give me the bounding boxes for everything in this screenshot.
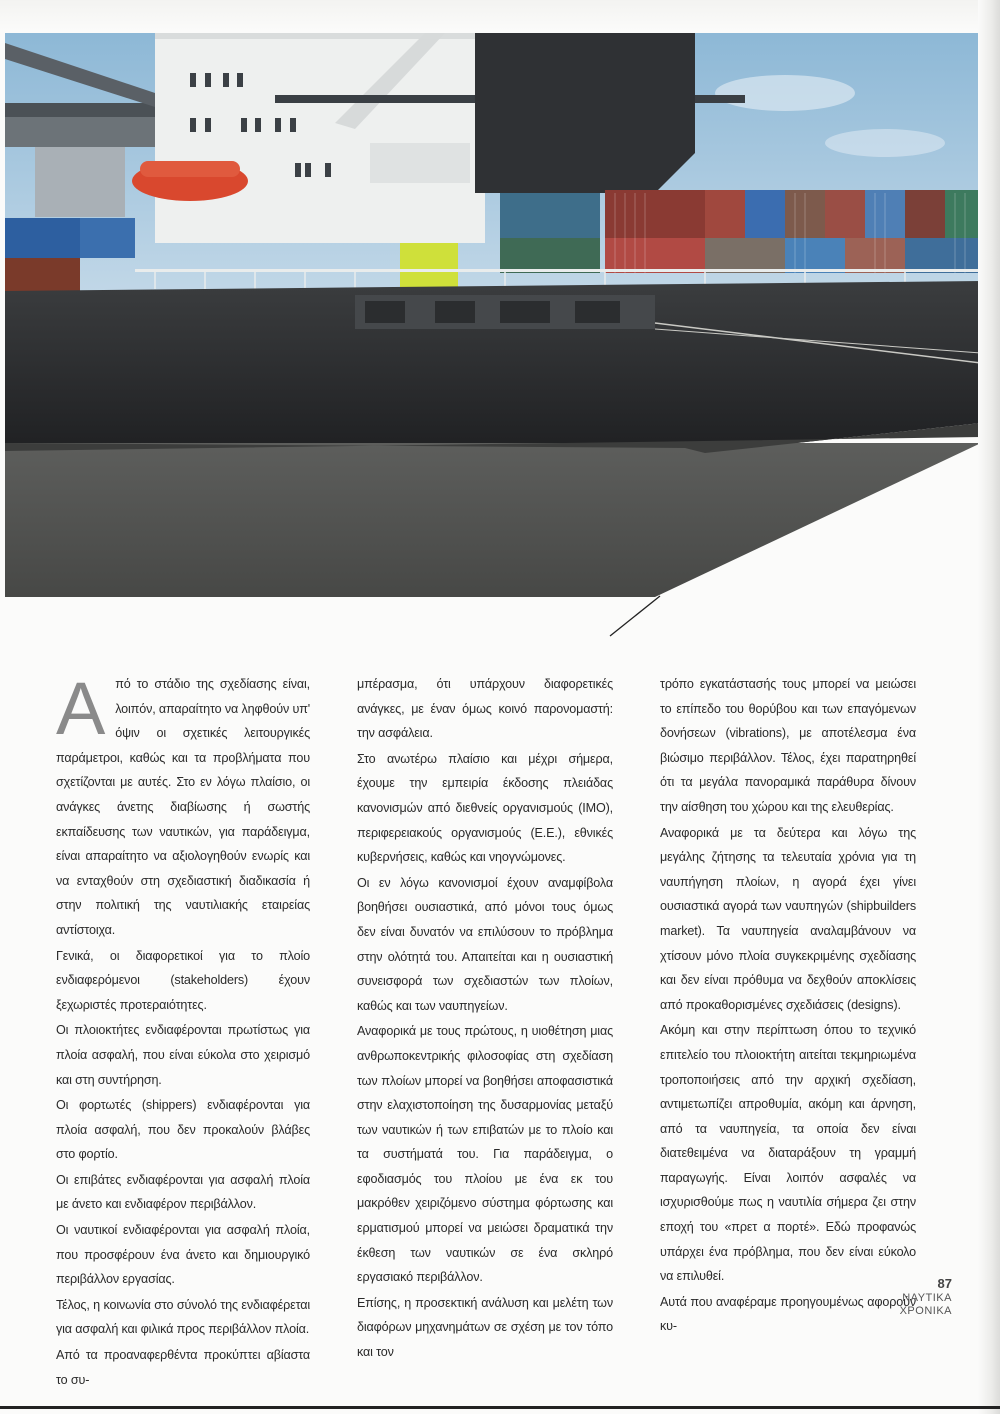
- ship-photo: [5, 33, 981, 597]
- paragraph: Οι φορτωτές (shippers) ενδιαφέρονται για πλοία ασφαλή, που δεν προκαλούν βλάβες στο φορτίο.: [56, 1098, 310, 1162]
- paragraph: Ακόμη και στην περίπτωση όπου το τεχνικό επιτελείο του πλοιοκτήτη αιτείται τεκμηριωμένα τροποποιήσεις από την αρχική σχεδίαση, αντιμετωπίζει απροθυμία, ακόμη και άρνηση, από τα ναυπηγεία, τα οποία δεν είναι διατεθειμένα να διαταράξουν τη γραμμή παραγωγής. Είναι λοιπόν ασφαλές να ισχυρισθούμε πως η ναυτιλία σήμερα ζει στην εποχή του «πρετ α πορτέ». Εδώ προφανώς υπάρχει ένα πρόβλημα, που δεν είναι εύκολο να επιλυθεί.: [660, 1023, 916, 1284]
- scan-bottom-edge: [0, 1406, 1000, 1409]
- page-number: 87: [937, 1276, 952, 1291]
- page-edge-shadow: [978, 0, 1000, 1414]
- page-footer: [900, 1276, 952, 1318]
- paragraph: Επίσης, η προσεκτική ανάλυση και μελέτη των διαφόρων μηχανημάτων σε σχέση με τον τόπο και τον: [357, 1295, 613, 1360]
- publication-name-line-2: ΧΡΟΝΙΚΑ: [899, 1305, 952, 1317]
- paragraph: Στο ανωτέρω πλαίσιο και μέχρι σήμερα, έχουμε την εμπειρία έκδοσης πλειάδας κανονισμών από διεθνείς οργανισμούς (IMO), περιφερειακούς οργανισμούς (Ε.Ε.), εθνικές κυβερνήσεις, καθώς και νηογνώμονες.: [357, 751, 613, 865]
- paragraph: τρόπο εγκατάστασής τους μπορεί να μειώσει το επίπεδο του θορύβου και των επαγόμενων δονήσεων (vibrations), με αποτέλεσμα ένα βιώσιμο περιβάλλον. Τέλος, έχει παρατηρηθεί ότι τα μεγάλα πανοραμικά παράθυρα δίνουν την αίσθηση του χώρου και της ελευθερίας.: [660, 677, 916, 814]
- paragraph: Οι ναυτικοί ενδιαφέρονται για ασφαλή πλοία, που προσφέρουν ένα άνετο και δημιουργικό περιβάλλον εργασίας.: [56, 1223, 310, 1287]
- paragraph: Από τα προαναφερθέντα προκύπτει αβίαστα το συ-: [56, 1348, 310, 1387]
- paragraph: Αναφορικά με τους πρώτους, η υιοθέτηση μιας ανθρωποκεντρικής φιλοσοφίας στη σχεδίαση των πλοίων μπορεί να βοηθήσει αποφασιστικά στην ελαχιστοποίηση της δυσαρμονίας μεταξύ των ναυτικών ή των επιβατών με το πλοίο και τα συστήματά του. Για παράδειγμα, ο εφοδιασμός του πλοίου με ένα εκ του μακρόθεν χειριζόμενο σύστημα φόρτωσης και ερματισμού μπορεί να μειώσει δραματικά την έκθεση των ναυτικών σε ένα σκληρό εργασιακό περιβάλλον.: [357, 1024, 613, 1285]
- publication-name-line-1: ΝΑΥΤΙΚΑ: [902, 1292, 952, 1304]
- article-column-3: [660, 672, 916, 1340]
- paragraph: Οι εν λόγω κανονισμοί έχουν αναμφίβολα βοηθήσει ουσιαστικά, από μόνοι τους όμως δεν είναι δυνατόν να επιλύσουν το πρόβλημα στην ολότητά του. Απαιτείται και η ουσιαστική συνεισφορά των σχεδιαστών των πλοίων, καθώς και των ναυπηγείων.: [357, 875, 613, 1013]
- paragraph: μπέρασμα, ότι υπάρχουν διαφορετικές ανάγκες, με έναν όμως κοινό παρονομαστή: την ασφάλεια.: [357, 677, 613, 741]
- paragraph: Αναφορικά με τα δεύτερα και λόγω της μεγάλης ζήτησης τα τελευταία χρόνια για τη ναυπήγηση πλοίων, η αγορά έχει γίνει ουσιαστικά αγορά των ναυπηγών (shipbuilders market). Τα ναυπηγεία αναλαμβάνουν να χτίσουν μόνο πλοία συγκεκριμένης σχεδίασης και δεν είναι πρόθυμα να δεχθούν αποκλίσεις από προκαθορισμένες σχεδιάσεις (designs).: [660, 825, 916, 1012]
- paragraph: Αυτά που αναφέραμε προηγουμένως αφορούν κυ-: [660, 1294, 916, 1334]
- page-top-margin: [0, 0, 1000, 30]
- paragraph: Οι πλοιοκτήτες ενδιαφέρονται πρωτίστως για πλοία ασφαλή, που είναι εύκολα στο χειρισμό και στη συντήρηση.: [56, 1023, 310, 1087]
- paragraph: Οι επιβάτες ενδιαφέρονται για ασφαλή πλοία με άνετο και ενδιαφέρον περιβάλλον.: [56, 1172, 310, 1212]
- article-column-2: [357, 672, 613, 1366]
- drop-cap: Α: [56, 667, 106, 750]
- paragraph: Τέλος, η κοινωνία στο σύνολό της ενδιαφέρεται για ασφαλή και φιλικά προς περιβάλλον πλοία.: [56, 1297, 310, 1337]
- paragraph: Γενικά, οι διαφορετικοί για το πλοίο ενδιαφερόμενοι (stakeholders) έχουν ξεχωριστές προτεραιότητες.: [56, 948, 310, 1012]
- article-column-1: [56, 667, 310, 1393]
- paragraph: πό το στάδιο της σχεδίασης είναι, λοιπόν, απαραίτητο να ληφθούν υπ' όψιν οι σχετικές λειτουργικές παράμετροι, καθώς και τα προβλήματα που σχετίζονται με αυτές. Στο εν λόγω πλαίσιο, οι ανάγκες άνετης διαβίωσης ή σωστής εκπαίδευσης των ναυτικών, για παράδειγμα, είναι απαραίτητο να αξιολογηθούν ενωρίς και να ενταχθούν στη σχεδιαστική διαδικασία ή στην πολιτική της ναυτιλιακής εταιρείας αντίστοιχα.: [56, 677, 310, 937]
